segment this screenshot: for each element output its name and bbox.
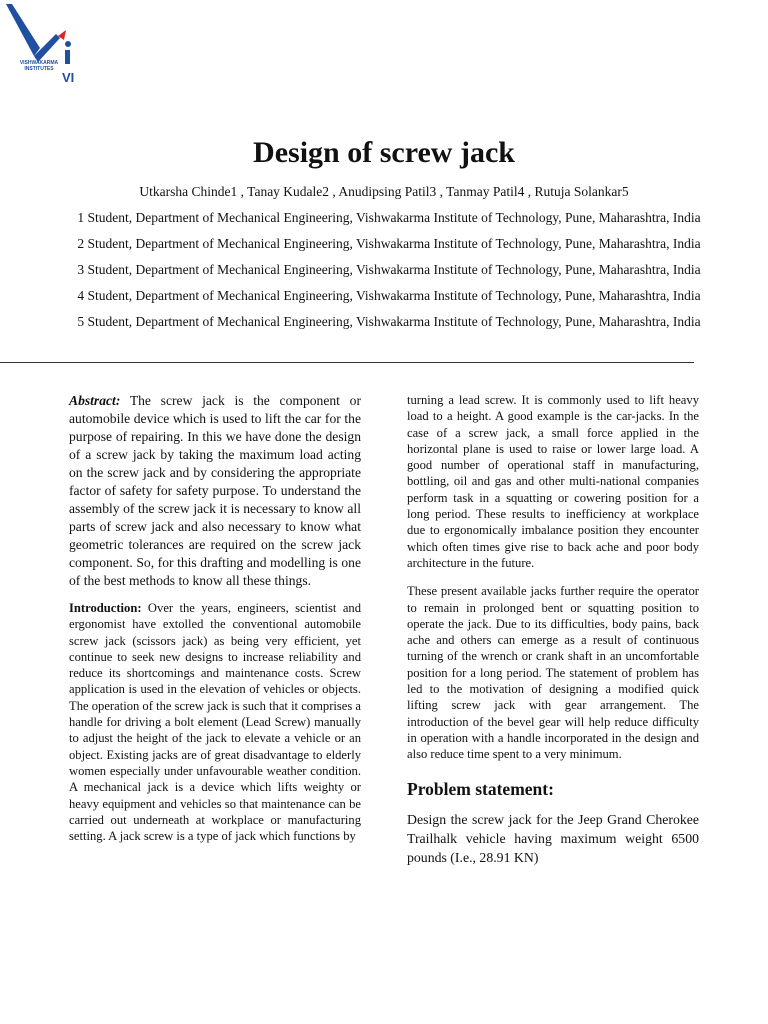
body-paragraph-1: turning a lead screw. It is commonly used to lift heavy load to a height. A good example is the car-jacks. In the case of a screw jack, a small force applied in the horizontal plane is used to raise or lower large load. A good number of operational staff in manufacturing, bottling, oil and gas and other multi-national companies perform task in a squatting or cowering position for a long period. These results to inefficiency at workplace due to ergonomically imbalance position they encounter which often times give rise to back ache and poor body architecture in the future. — [407, 393, 699, 570]
problem-statement-text: Design the screw jack for the Jeep Grand Cherokee Trailhalk vehicle having maximum weight 6500 pounds (I.e., 28.91 KN) — [407, 811, 699, 865]
introduction-paragraph — [69, 600, 361, 844]
affiliation-1: 1 Student, Department of Mechanical Engineering, Vishwakarma Institute of Technology, Pune, Maharashtra, India — [77, 210, 701, 225]
introduction-text: Over the years, engineers, scientist and ergonomist have extolled the conventional automobile screw jack (scissors jack) as being very efficient, yet continue to seek new designs to increase reliability and reduce its shortcomings and maintenance costs. Screw application is used in the elevation of vehicles or objects. The operation of the screw jack is such that it comprises a handle for driving a bolt element (Lead Screw) manually to adjust the height of the jack to elevate a vehicle or an object. Existing jacks are of great disadvantage to elderly women especially under unfavourable weather condition. A mechanical jack is a device which lifts weighty or heavy equipment and vehicles so that maintenance can be carried out underneath at workplace or manufacturing setting. A jack screw is a type of jack which functions by — [69, 601, 362, 844]
abstract-text: The screw jack is the component or automobile device which is used to lift the car for the purpose of repairing. In this we have done the design of a screw jack by taking the maximum load acting on the screw jack and by considering the appropriate factor of safety for safety purpose. To understand the assembly of the screw jack it is necessary to know all parts of screw jack and also necessary to know what geometric tolerances are required on the screw jack component. So, for this drafting and modelling is one of the best methods to know all these things. — [69, 393, 361, 588]
abstract-paragraph — [69, 392, 361, 590]
paper-title: Design of screw jack — [253, 136, 515, 169]
institute-logo — [0, 0, 80, 92]
author-list: Utkarsha Chinde1 , Tanay Kudale2 , Anudipsing Patil3 , Tanmay Patil4 , Rutuja Solankar5 — [139, 184, 629, 199]
abstract-label: Abstract: — [69, 393, 121, 408]
affiliation-3: 3 Student, Department of Mechanical Engineering, Vishwakarma Institute of Technology, Pune, Maharashtra, India — [77, 262, 701, 277]
right-column — [407, 392, 699, 867]
introduction-label: Introduction: — [69, 601, 142, 615]
logo-line2: INSTITUTES — [24, 66, 54, 72]
affiliation-5: 5 Student, Department of Mechanical Engineering, Vishwakarma Institute of Technology, Pune, Maharashtra, India — [77, 314, 701, 329]
header-divider — [0, 362, 694, 363]
affiliation-4: 4 Student, Department of Mechanical Engineering, Vishwakarma Institute of Technology, Pune, Maharashtra, India — [77, 288, 701, 303]
logo-line1: VISHWAKARMA — [19, 60, 59, 66]
affiliation-2: 2 Student, Department of Mechanical Engineering, Vishwakarma Institute of Technology, Pune, Maharashtra, India — [77, 236, 701, 251]
problem-statement-heading: Problem statement: — [407, 778, 554, 799]
left-column — [69, 392, 361, 852]
body-paragraph-2: These present available jacks further require the operator to remain in prolonged bent or squatting position to operate the jack. Due to its difficulties, body pains, back ache and others can emerge as a result of continuous turning of the wrench or crank shaft in an uncomfortable position for a long period. The statement of problem has led to the motivation of designing a modified quick lifting screw jack with gear arrangement. The introduction of the bevel gear will help reduce difficulty in operation with a handle incorporated in the design and also reduce time spent to a very minimum. — [407, 584, 699, 762]
logo-vi: VI — [62, 70, 75, 85]
